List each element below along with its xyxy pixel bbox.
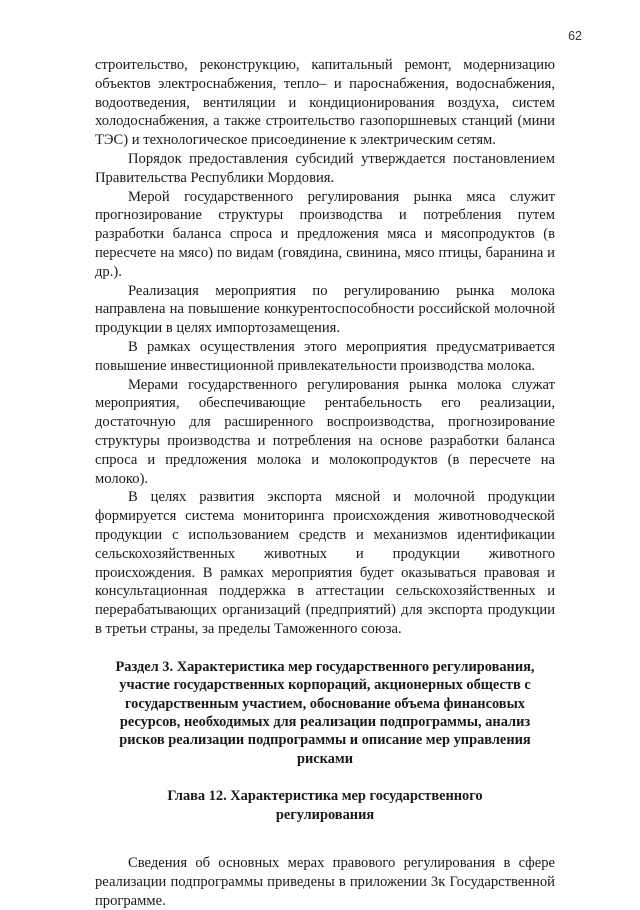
section-heading: Раздел 3. Характеристика мер государственного регулирования, участие государственных корпораций, акционерных обществ с государственным участием, обоснование объема финансовых ресурсов, необходимых для реализации подпрограммы, анализ рисков реализации подпрограммы и описание мер управления рисками [115, 658, 535, 767]
paragraph-export: В целях развития экспорта мясной и молочной продукции формируется система мониторинга происхождения животноводческой продукции с использованием средств и механизмов идентификации сельскохозяйственных животных и продукции животного происхождения. В рамках мероприятия будет оказываться правовая и консультационная поддержка в аттестации сельскохозяйственных и перерабатывающих организаций (предприятий) для экспорта продукции в третьи страны, за пределы Таможенного союза. [95, 489, 555, 637]
paragraph-milk-regulation: Мерами государственного регулирования рынка молока служат мероприятия, обеспечивающие рентабельность его реализации, достаточную для расширенного воспроизводства, прогнозирование структуры производства и потребления на основе разработки баланса спроса и предложения молока и молокопродуктов (в пересчете на молоко). [95, 376, 555, 487]
paragraph-subsidy-procedure: Порядок предоставления субсидий утверждается постановлением Правительства Республики Мордовия. [95, 150, 555, 186]
chapter-heading: Глава 12. Характеристика мер государственного регулирования [167, 788, 483, 823]
paragraph-milk-market: Реализация мероприятия по регулированию рынка молока направлена на повышение конкурентоспособности российской молочной продукции в целях импортозамещения. [95, 282, 555, 337]
paragraph-milk-investment: В рамках осуществления этого мероприятия предусматривается повышение инвестиционной привлекательности производства молока. [95, 338, 555, 374]
paragraph-legal-measures: Сведения об основных мерах правового регулирования в сфере реализации подпрограммы приведены в приложении 3к Государственной программе. [95, 854, 555, 909]
paragraph-meat-market: Мерой государственного регулирования рынка мяса служит прогнозирование структуры производства и потребления путем разработки баланса спроса и предложения мяса и мясопродуктов (в пересчете на мясо) по видам (говядина, свинина, мясо птицы, баранина и др.). [95, 188, 555, 280]
document-body [95, 56, 555, 910]
paragraph-subsidy-targets: строительство, реконструкцию, капитальный ремонт, модернизацию объектов электроснабжения, тепло– и пароснабжения, водоснабжения, водоотведения, вентиляции и кондиционирования воздуха, систем холодоснабжения, а также строительство газопоршневых станций (мини ТЭС) и технологическое присоединение к электрическим сетям. [95, 57, 555, 149]
page-number: 62 [568, 29, 582, 43]
